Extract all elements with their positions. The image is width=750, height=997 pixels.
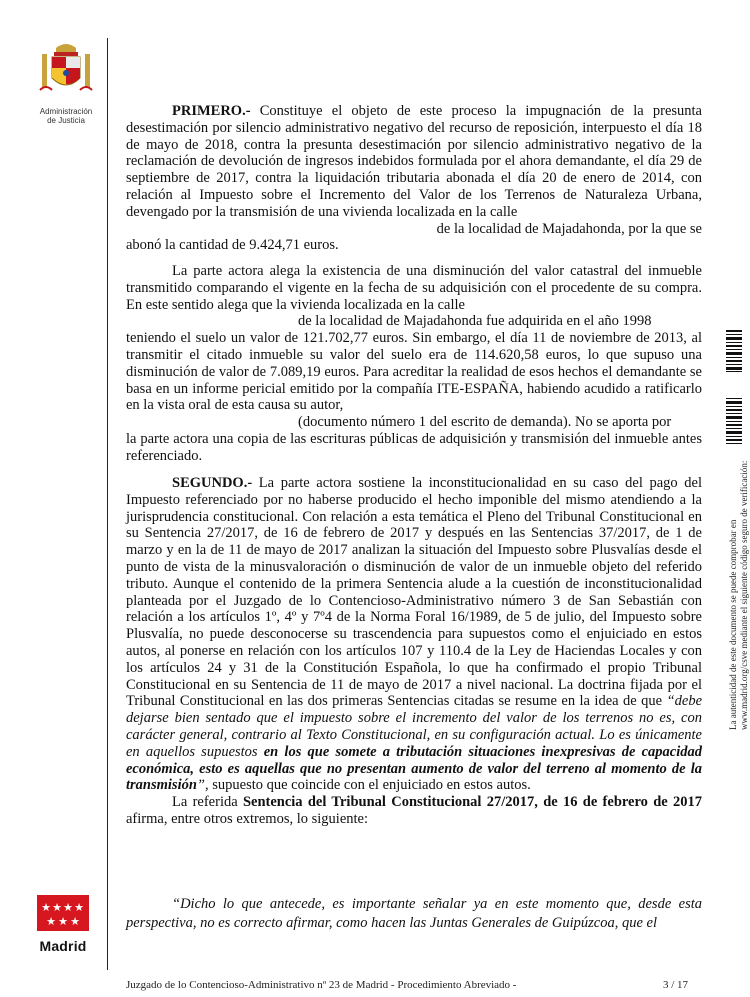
paragraph-referida-bold: Sentencia del Tribunal Constitucional 27/2017, de 16 de febrero de 2017 — [242, 794, 702, 811]
paragraph-actora-continuation-2: (documento número 1 del escrito de demanda). No se aporta por — [298, 414, 672, 431]
paragraph-actora-text: La parte actora alega la existencia de una disminución del valor catastral del inmueble transmitido comparando el vigente en la fecha de su adquisición con el procedente de su compra. En este sentido alega que la vivienda localizada en la calle — [126, 263, 702, 313]
paragraph-actora-continuation-1: de la localidad de Majadahonda fue adquirida en el año 1998 — [298, 313, 652, 330]
logo-caption-line-2: de Justicia — [47, 116, 85, 125]
madrid-logo-caption: Madrid — [39, 938, 87, 954]
svg-text:★: ★ — [63, 901, 73, 914]
paragraph-label-segundo: SEGUNDO.- — [172, 475, 253, 491]
footer-page-number: 3 / 17 — [662, 979, 688, 991]
barcode-icon — [726, 330, 742, 372]
paragraph-segundo-text: La parte actora sostiene la inconstitucionalidad en su caso del pago del Impuesto referenciado por no haberse producido el hecho imponible del mismo atendiendo a la jurisprudencia constitucional. Con relación a esta temática el Pleno del Tribunal Constitucional en su Sentencia 27/2017, de 16 de febrero de 2017 y después en las Sentencias 37/2017, de 1 de marzo y en la de 11 de mayo de 2017 analizan la situación del Impuesto sobre Plusvalías desde el punto de vista de la minusvaloración o disminución de valor de un inmueble objeto del referido tributo. Aunque el contenido de la primera Sentencia alude a la cuestión de inconstitucionalidad planteada por el Juzgado de lo Contencioso-Administrativo número 3 de San Sebastián con relación a los artículos 1º, 4º y 7º4 de la Norma Foral 16/1989, de 5 de julio, del Impuesto sobre Plusvalía, no puede desconocerse su trascendencia para supuestos como el enjuiciado en estos autos, al ponerse en relación con los artículos 107 y 110.4 de la Ley de Haciendas Locales y con los artículos 24 y 31 de la Constitución Española, lo que ha confirmado el propio Tribunal Constitucional en su Sentencia de 11 de mayo de 2017 a nivel nacional. La doctrina fijada por el Tribunal Constitucional en las dos primeras Sentencias citadas se resume en la idea de que — [126, 475, 702, 710]
spain-coat-of-arms-icon — [36, 40, 96, 100]
logo-caption-line-1: Administración — [39, 107, 93, 116]
paragraph-primero-continuation: de la localidad de Majadahonda, por la que se — [436, 220, 702, 237]
paragraph-segundo — [126, 475, 702, 828]
paragraph-actora-text-2: teniendo el suelo un valor de 121.702,77 euros. Sin embargo, el día 11 de noviembre de 2013, al transmitir el citado inmueble su valor del suelo era de 114.620,58 euros, lo que supuso una disminución de valor de 7.089,19 euros. Para acreditar la realidad de esos hechos el demandante se basa en un informe pericial emitido por la compañía ITE-ESPAÑA, habiendo acudido a ratificarlo en la vista oral de esta causa su autor, — [126, 330, 702, 414]
svg-text:★: ★ — [46, 915, 56, 928]
administracion-justicia-logo — [30, 40, 102, 125]
footer-court-name: Juzgado de lo Contencioso-Administrativo nº 23 de Madrid - Procedimiento Abreviado - — [126, 979, 517, 991]
svg-text:★: ★ — [52, 901, 62, 914]
barcode-icon-2 — [726, 398, 742, 444]
doctrine-quote-close: ” — [196, 777, 205, 794]
madrid-stars-flag-icon — [37, 895, 89, 931]
verification-side-note: La autenticidad de este documento se puede comprobar en www.madrid.org/csve mediante el siguiente código seguro de verificación: — [728, 460, 749, 730]
paragraph-actora — [126, 263, 702, 465]
sentence-quote: “Dicho lo que antecede, es importante señalar ya en este momento que, desde esta perspectiva, no es correcto afirmar, como hacen las Juntas Generales de Guipúzcoa, que el — [126, 895, 702, 931]
left-margin-rule — [107, 38, 108, 970]
paragraph-primero-text: Constituye el objeto de este proceso la impugnación de la presunta desestimación por silencio administrativo negativo del recurso de reposición, interpuesto el día 18 de mayo de 2018, contra la presunta desestimación por silencio administrativo negativo de la reclamación de devolución de ingresos indebidos formulada por el ahora demandante, el día 29 de septiembre de 2017, contra la liquidación tributaria abonada el día 20 de enero de 2014, con relación al Impuesto sobre el Incremento del Valor de los Terrenos de Naturaleza Urbana, devengado por la transmisión de una vivienda localizada en la calle — [126, 103, 702, 220]
paragraph-referida-post: afirma, entre otros extremos, lo siguiente: — [126, 810, 368, 827]
paragraph-primero — [126, 103, 702, 254]
svg-text:★: ★ — [58, 915, 68, 928]
page-footer — [126, 979, 702, 991]
svg-text:★: ★ — [70, 915, 80, 928]
paragraph-referida-pre: La referida — [172, 794, 243, 811]
paragraph-segundo-tail: , supuesto que coincide con el enjuiciado en estos autos. — [205, 777, 531, 794]
svg-text:★: ★ — [74, 901, 84, 914]
paragraph-actora-text-3: la parte actora una copia de las escrituras públicas de adquisición y transmisión del inmueble antes referenciado. — [126, 430, 702, 464]
comunidad-madrid-logo — [33, 895, 93, 954]
doctrine-quote-bold-italic: en los que somete a tributación situaciones inexpresivas de capacidad económica, esto es aquellas que no presentan aumento de valor del terreno al momento de la transmisión — [126, 743, 702, 794]
paragraph-label-primero: PRIMERO.- — [172, 103, 251, 119]
paragraph-primero-end: abonó la cantidad de 9.424,71 euros. — [126, 237, 339, 254]
svg-text:★: ★ — [41, 901, 51, 914]
doctrine-quote-italic: “debe dejarse bien sentado que el impuesto sobre el incremento del valor de los terrenos no es, con carácter general, contrario al Texto Constitucional, en su configuración actual. Lo es únicamente en aquellos supuestos — [126, 693, 702, 760]
